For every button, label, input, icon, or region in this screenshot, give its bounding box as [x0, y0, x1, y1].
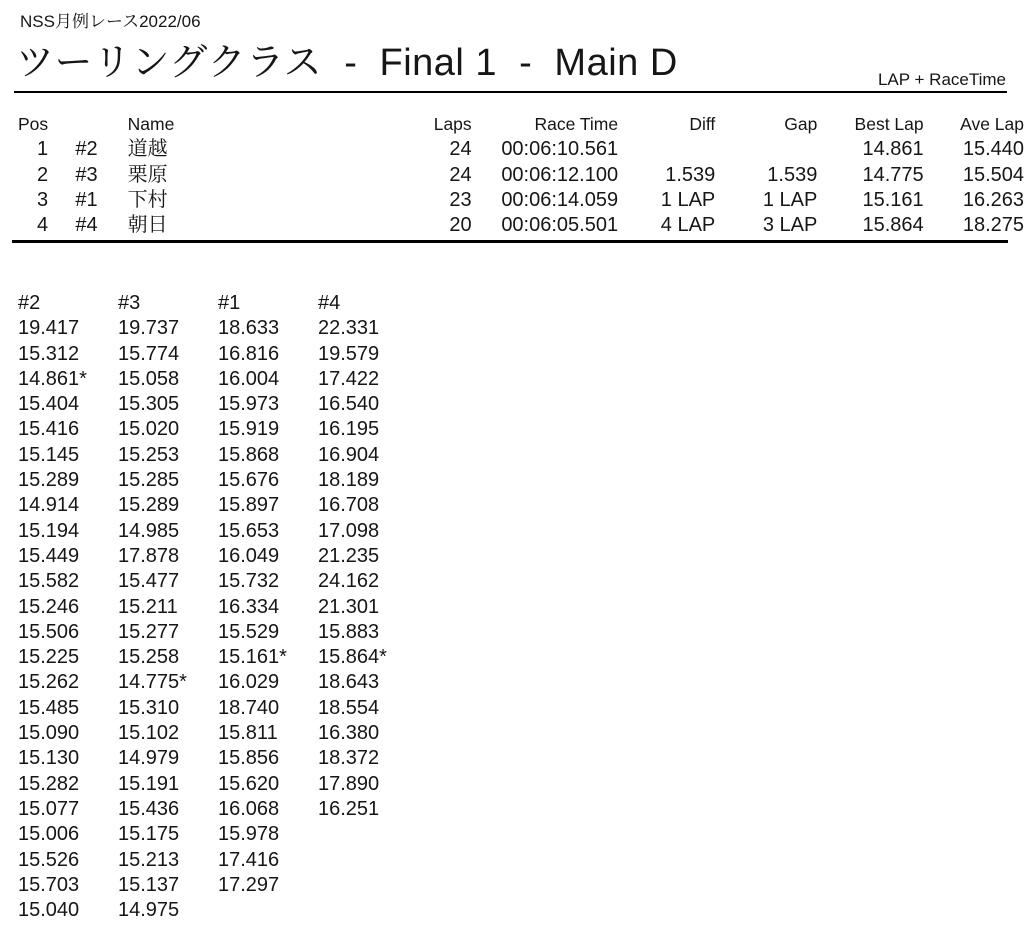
cell-race_time: 00:06:05.501 — [501, 214, 619, 237]
cell: 15.285 — [118, 469, 180, 492]
table-row — [18, 696, 418, 721]
cell: 15.404 — [18, 393, 80, 416]
column-header-ave_lap: Ave Lap — [960, 114, 1024, 134]
cell: 16.251 — [318, 797, 380, 820]
column-header-diff: Diff — [689, 114, 716, 134]
cell: 15.436 — [118, 797, 180, 820]
cell-gap: 3 LAP — [762, 214, 818, 237]
cell: 15.040 — [18, 899, 80, 922]
cell-car: #2 — [75, 138, 98, 161]
table-row — [18, 367, 418, 392]
results-table — [18, 112, 1024, 238]
cell — [218, 898, 318, 923]
cell: 15.856 — [218, 747, 280, 770]
cell: 15.973 — [218, 393, 280, 416]
cell: 15.020 — [118, 418, 180, 441]
cell: 24.162 — [318, 570, 380, 593]
cell: 15.485 — [18, 696, 80, 719]
cell: 16.068 — [218, 797, 280, 820]
cell-race_time: 00:06:14.059 — [501, 188, 619, 211]
cell: 15.225 — [18, 646, 80, 669]
table-row — [18, 417, 418, 442]
cell: 15.058 — [118, 367, 180, 390]
cell-diff — [618, 137, 715, 162]
table-row — [18, 620, 418, 645]
table-row — [18, 493, 418, 518]
cell-best_lap: 14.861 — [862, 138, 924, 161]
cell: 15.289 — [18, 469, 80, 492]
cell: 15.506 — [18, 620, 80, 643]
cell: 14.861* — [18, 367, 87, 390]
cell: 19.737 — [118, 317, 180, 340]
cell: 15.161* — [218, 646, 287, 669]
cell: 19.579 — [318, 342, 380, 365]
cell: 15.449 — [18, 544, 80, 567]
cell-gap: 1.539 — [767, 163, 818, 186]
cell: 16.380 — [318, 722, 380, 745]
table-row — [18, 188, 1024, 213]
table-row — [18, 519, 418, 544]
table-row — [18, 873, 418, 898]
column-header: #4 — [318, 292, 341, 314]
cell: 15.582 — [18, 570, 80, 593]
cell: 14.775* — [118, 671, 187, 694]
cell-name: 朝日 — [127, 214, 168, 237]
cell-laps: 20 — [449, 214, 472, 237]
cell: 15.919 — [218, 418, 280, 441]
cell-pos: 4 — [37, 214, 49, 237]
cell: 15.653 — [218, 519, 280, 542]
column-header-laps: Laps — [433, 114, 472, 134]
cell: 14.914 — [18, 494, 80, 517]
cell-gap — [715, 137, 817, 162]
cell: 15.194 — [18, 519, 80, 542]
cell: 16.004 — [218, 367, 280, 390]
table-row — [18, 595, 418, 620]
cell-best_lap: 15.864 — [862, 214, 924, 237]
cell: 15.137 — [118, 873, 180, 896]
cell-best_lap: 14.775 — [862, 163, 924, 186]
cell-race_time: 00:06:10.561 — [501, 138, 619, 161]
cell: 15.175 — [118, 823, 180, 846]
results-divider — [12, 240, 1008, 243]
table-row — [18, 848, 418, 873]
table-row — [18, 569, 418, 594]
cell: 15.282 — [18, 772, 80, 795]
table-row — [18, 721, 418, 746]
cell-ave_lap: 18.275 — [962, 214, 1024, 237]
table-row — [18, 898, 418, 923]
cell: 15.868 — [218, 443, 280, 466]
table-row — [18, 797, 418, 822]
cell: 18.740 — [218, 696, 280, 719]
cell: 16.708 — [318, 494, 380, 517]
table-row — [18, 822, 418, 847]
cell-gap: 1 LAP — [762, 188, 818, 211]
cell: 15.897 — [218, 494, 280, 517]
cell: 19.417 — [18, 317, 80, 340]
cell: 15.145 — [18, 443, 80, 466]
cell-pos: 3 — [37, 188, 49, 211]
cell-laps: 23 — [449, 188, 472, 211]
header-row — [18, 291, 418, 316]
cell: 15.090 — [18, 722, 80, 745]
cell — [318, 873, 418, 898]
cell: 15.312 — [18, 342, 80, 365]
cell: 18.372 — [318, 747, 380, 770]
table-row — [18, 392, 418, 417]
table-row — [18, 137, 1024, 162]
cell: 18.554 — [318, 696, 380, 719]
cell: 15.416 — [18, 418, 80, 441]
cell: 17.416 — [218, 848, 280, 871]
cell — [318, 848, 418, 873]
cell — [318, 822, 418, 847]
cell: 15.191 — [118, 772, 180, 795]
cell: 15.246 — [18, 595, 80, 618]
cell: 16.334 — [218, 595, 280, 618]
cell-pos: 1 — [37, 138, 49, 161]
lap-times-table — [18, 291, 418, 923]
cell: 15.211 — [118, 595, 178, 618]
column-header-gap: Gap — [784, 114, 818, 134]
cell: 14.985 — [118, 519, 180, 542]
header-divider — [14, 91, 1007, 93]
cell: 15.213 — [118, 848, 180, 871]
cell: 14.979 — [118, 747, 180, 770]
column-header: #2 — [18, 292, 41, 314]
cell-name: 道越 — [127, 138, 168, 161]
lap-times-table-body — [18, 316, 418, 923]
cell: 18.189 — [318, 469, 380, 492]
cell-pos: 2 — [37, 163, 49, 186]
table-row — [18, 746, 418, 771]
table-row — [18, 342, 418, 367]
timing-mode-label: LAP + RaceTime — [877, 70, 1006, 89]
cell-ave_lap: 15.440 — [962, 138, 1024, 161]
cell: 15.305 — [118, 393, 180, 416]
cell: 16.195 — [318, 418, 380, 441]
cell: 15.102 — [118, 722, 180, 745]
table-row — [18, 443, 418, 468]
cell: 15.277 — [118, 620, 180, 643]
cell-car: #3 — [75, 163, 98, 186]
cell: 14.975 — [118, 899, 180, 922]
column-header-car — [48, 112, 97, 137]
cell: 17.878 — [118, 544, 180, 567]
cell-ave_lap: 15.504 — [962, 163, 1024, 186]
cell-diff: 1.539 — [665, 163, 716, 186]
column-header-pos: Pos — [18, 114, 49, 134]
table-row — [18, 468, 418, 493]
cell-race_time: 00:06:12.100 — [501, 163, 619, 186]
table-row — [18, 316, 418, 341]
cell: 16.049 — [218, 544, 280, 567]
cell-diff: 1 LAP — [660, 188, 716, 211]
column-header: #3 — [118, 292, 141, 314]
cell: 15.006 — [18, 823, 80, 846]
cell: 15.703 — [18, 873, 80, 896]
cell: 18.633 — [218, 317, 280, 340]
column-header-name: Name — [127, 114, 175, 134]
results-table-head — [18, 112, 1024, 137]
cell: 15.811 — [218, 722, 278, 745]
lap-times-table-head — [18, 291, 418, 316]
cell: 15.310 — [118, 696, 180, 719]
cell: 15.620 — [218, 772, 280, 795]
event-title: NSS月例レース2022/06 — [20, 12, 201, 31]
cell: 15.262 — [18, 671, 80, 694]
page-title: ツーリングクラス - Final 1 - Main D — [16, 42, 678, 84]
cell: 15.289 — [118, 494, 180, 517]
table-row — [18, 645, 418, 670]
column-header: #1 — [218, 292, 241, 314]
cell: 22.331 — [318, 317, 380, 340]
cell-laps: 24 — [449, 138, 472, 161]
table-row — [18, 544, 418, 569]
cell: 15.477 — [118, 570, 180, 593]
cell: 15.253 — [118, 443, 180, 466]
cell: 15.526 — [18, 848, 80, 871]
cell: 16.029 — [218, 671, 280, 694]
cell: 15.529 — [218, 620, 280, 643]
header-row — [18, 112, 1024, 137]
cell: 21.235 — [318, 544, 380, 567]
cell-diff: 4 LAP — [660, 214, 716, 237]
cell-best_lap: 15.161 — [862, 188, 924, 211]
cell: 16.904 — [318, 443, 380, 466]
cell — [318, 898, 418, 923]
cell: 15.774 — [118, 342, 180, 365]
cell: 15.732 — [218, 570, 280, 593]
cell: 16.540 — [318, 393, 380, 416]
cell-car: #4 — [75, 214, 98, 237]
cell: 17.297 — [218, 873, 280, 896]
cell-name: 下村 — [127, 188, 168, 211]
column-header-race_time: Race Time — [534, 114, 619, 134]
table-row — [18, 213, 1024, 238]
cell-laps: 24 — [449, 163, 472, 186]
cell: 15.130 — [18, 747, 80, 770]
cell-car: #1 — [75, 188, 98, 211]
cell: 21.301 — [318, 595, 380, 618]
column-header-best_lap: Best Lap — [854, 114, 924, 134]
cell: 15.676 — [218, 469, 280, 492]
results-table-body — [18, 137, 1024, 238]
cell: 18.643 — [318, 671, 380, 694]
cell: 15.978 — [218, 823, 280, 846]
cell: 15.258 — [118, 646, 180, 669]
cell-name: 栗原 — [127, 163, 168, 186]
cell: 16.816 — [218, 342, 280, 365]
cell: 15.864* — [318, 646, 387, 669]
cell-ave_lap: 16.263 — [962, 188, 1024, 211]
cell: 17.422 — [318, 367, 380, 390]
table-row — [18, 772, 418, 797]
cell: 15.883 — [318, 620, 380, 643]
cell: 17.890 — [318, 772, 380, 795]
table-row — [18, 163, 1024, 188]
table-row — [18, 670, 418, 695]
cell: 17.098 — [318, 519, 380, 542]
cell: 15.077 — [18, 797, 80, 820]
